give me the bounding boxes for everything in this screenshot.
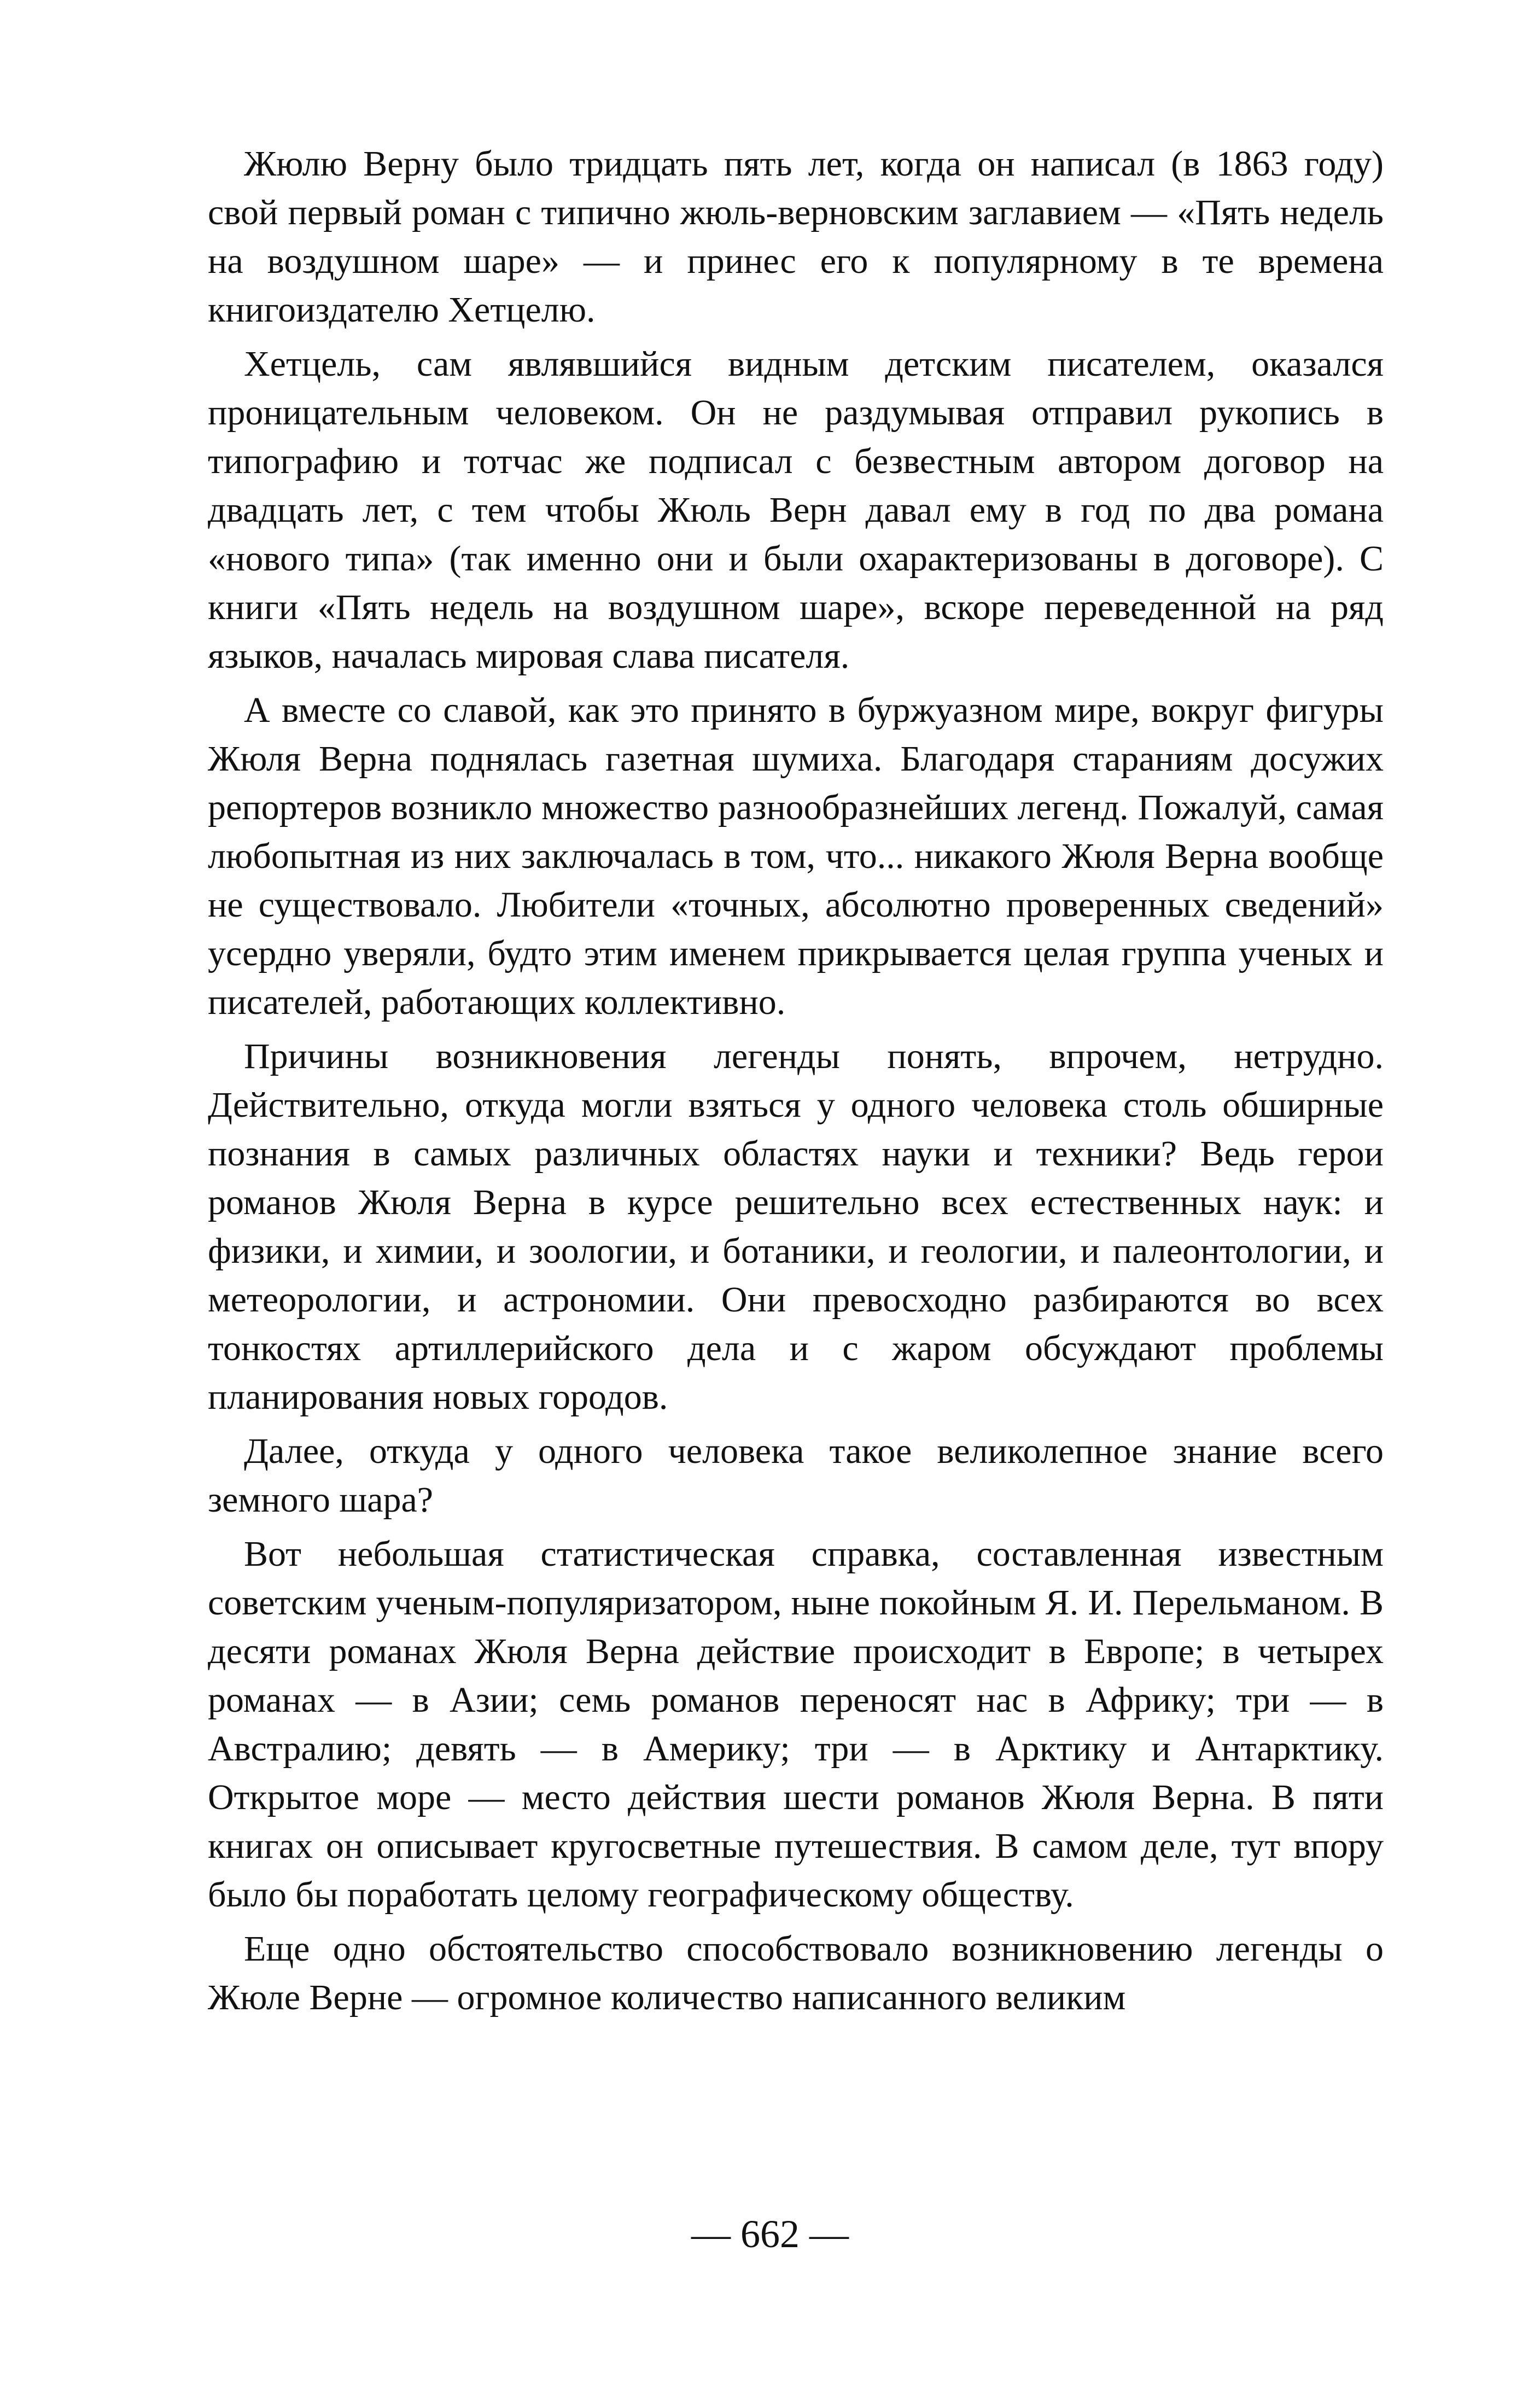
paragraph-4: Причины возникновения легенды понять, впрочем, нетрудно. Действительно, откуда могли взяться у одного человека столь обширные познания в самых различных областях науки и техники? Ведь герои романов Жюля Верна в курсе решительно всех естественных наук: и физики, и химии, и зоологии, и ботаники, и геологии, и палеонтологии, и метеорологии, и астрономии. Они превосходно разбираются во всех тонкостях артиллерийского дела и с жаром обсуждают проблемы планирования новых городов. (208, 1036, 1384, 1417)
paragraph-3: А вместе со славой, как это принято в буржуазном мире, вокруг фигуры Жюля Верна поднялась газетная шумиха. Благодаря стараниям досужих репортеров возникло множество разнообразнейших легенд. Пожалуй, самая любопытная из них заключалась в том, что... никакого Жюля Верна вообще не существовало. Любители «точных, абсолютно проверенных сведений» усердно уверяли, будто этим именем прикрывается целая группа ученых и писателей, работающих коллективно. (208, 690, 1384, 1022)
paragraph-2: Хетцель, сам являвшийся видным детским писателем, оказался проницательным человеком. Он не раздумывая отправил рукопись в типографию и тотчас же подписал с безвестным автором договор на двадцать лет, с тем чтобы Жюль Верн давал ему в год по два романа «нового типа» (так именно они и были охарактеризованы в договоре). С книги «Пять недель на воздушном шаре», вскоре переведенной на ряд языков, началась мировая слава писателя. (208, 344, 1384, 676)
page-number: — 662 — (691, 2212, 849, 2256)
text-column (208, 139, 1384, 2027)
paragraph-5: Далее, откуда у одного человека такое великолепное знание всего земного шара? (208, 1431, 1384, 1520)
paragraph-1: Жюлю Верну было тридцать пять лет, когда он написал (в 1863 году) свой первый роман с типично жюль-верновским заглавием — «Пять недель на воздушном шаре» — и принес его к популярному в те времена книгоиздателю Хетцелю. (208, 144, 1384, 330)
paragraph-7: Еще одно обстоятельство способствовало возникновению легенды о Жюле Верне — огромное количество написанного великим (208, 1929, 1384, 2017)
paragraph-6: Вот небольшая статистическая справка, составленная известным советским ученым-популяризатором, ныне покойным Я. И. Перельманом. В десяти романах Жюля Верна действие происходит в Европе; в четырех романах — в Азии; семь романов переносят нас в Африку; три — в Австралию; девять — в Америку; три — в Арктику и Антарктику. Открытое море — место действия шести романов Жюля Верна. В пяти книгах он описывает кругосветные путешествия. В самом деле, тут впору было бы поработать целому географическому обществу. (208, 1534, 1384, 1915)
